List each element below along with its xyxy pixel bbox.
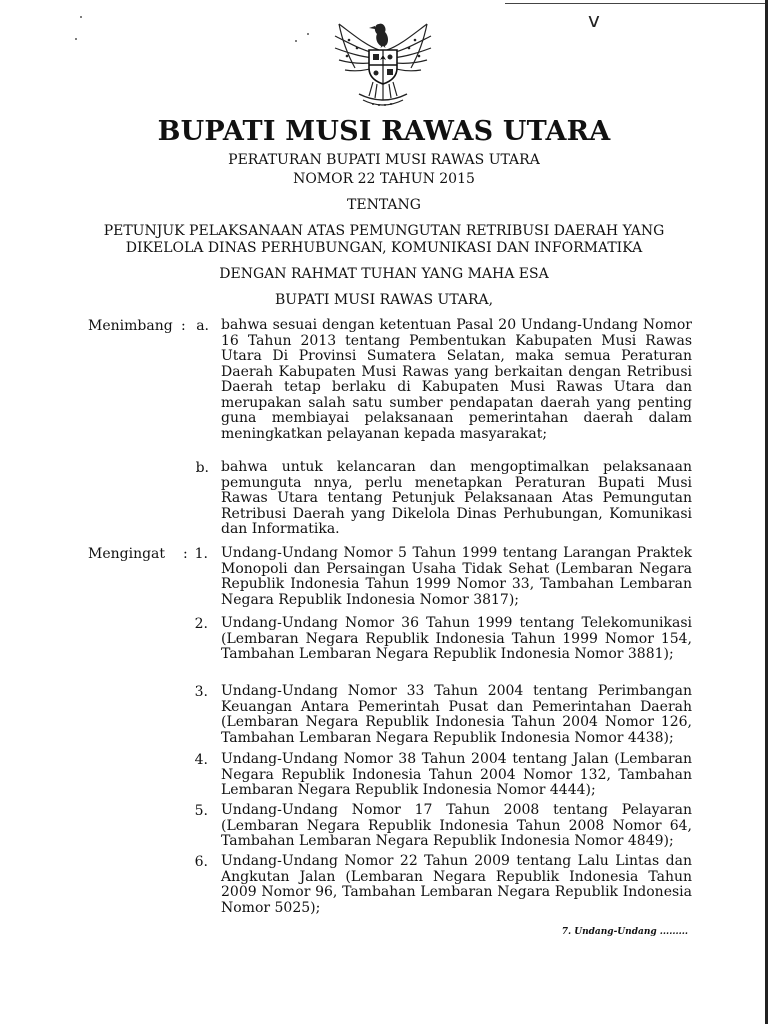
mengingat-marker-2: 2. (194, 616, 208, 632)
scan-speck (80, 16, 82, 18)
mengingat-item-5: Undang-Undang Nomor 17 Tahun 2008 tentang Pelayaran (Lembaran Negara Republik Indonesia Tahun 2008 Nomor 64, Tambahan Lembaran Negara Republik Indonesia Nomor 4849); (221, 802, 692, 849)
menimbang-item-a: bahwa sesuai dengan ketentuan Pasal 20 Undang-Undang Nomor 16 Tahun 2013 tentang Pembentukan Kabupaten Musi Rawas Utara Di Provinsi Sumatera Selatan, maka semua Peraturan Daerah Kabupaten Musi Rawas yang berkaitan dengan Retribusi Daerah tetap berlaku di Kabupaten Musi Rawas Utara dan merupakan salah satu sumber pendapatan daerah yang penting guna membiayai pelaksanaan pemerintahan daerah dalam meningkatkan pelayanan kepada masyarakat; (221, 317, 692, 442)
scan-top-border (505, 3, 768, 4)
menimbang-marker-a: a. (196, 318, 209, 334)
mengingat-item-2: Undang-Undang Nomor 36 Tahun 1999 tentang Telekomunikasi (Lembaran Negara Republik Indonesia Tahun 1999 Nomor 154, Tambahan Lembaran Negara Republik Indonesia Nomor 3881); (221, 615, 692, 662)
subject-line-1: PETUNJUK PELAKSANAAN ATAS PEMUNGUTAN RETRIBUSI DAERAH YANG (103, 223, 665, 239)
scan-speck (75, 38, 77, 40)
mengingat-item-4: Undang-Undang Nomor 38 Tahun 2004 tentang Jalan (Lembaran Negara Republik Indonesia Tahun 2004 Nomor 132, Tambahan Lembaran Negara Republik Indonesia Nomor 4444); (221, 751, 692, 798)
mengingat-marker-5: 5. (194, 803, 208, 819)
handwritten-check-mark: v (588, 8, 600, 32)
menimbang-marker-b: b. (195, 460, 209, 476)
rahmat-line: DENGAN RAHMAT TUHAN YANG MAHA ESA (219, 266, 549, 282)
mengingat-item-1: Undang-Undang Nomor 5 Tahun 1999 tentang Larangan Praktek Monopoli dan Persaingan Usaha Tidak Sehat (Lembaran Negara Republik Indonesia Tahun 1999 Nomor 33, Tambahan Lembaran Negara Republik Indonesia Nomor 3817); (221, 545, 692, 608)
page-continuation-note: 7. Undang-Undang ......... (561, 927, 688, 937)
mengingat-marker-1: 1. (194, 546, 208, 562)
document-title: BUPATI MUSI RAWAS UTARA (157, 116, 611, 147)
mengingat-marker-6: 6. (194, 854, 208, 870)
subject-line-2: DIKELOLA DINAS PERHUBUNGAN, KOMUNIKASI DAN INFORMATIKA (125, 240, 643, 256)
garuda-emblem-icon (329, 10, 437, 110)
regulation-number: NOMOR 22 TAHUN 2015 (293, 171, 475, 187)
scan-speck (307, 33, 309, 35)
bupati-line: BUPATI MUSI RAWAS UTARA, (275, 292, 494, 308)
tentang-heading: TENTANG (347, 197, 421, 213)
menimbang-item-b: bahwa untuk kelancaran dan mengoptimalkan pelaksanaan pemunguta nnya, perlu menetapkan Peraturan Bupati Musi Rawas Utara tentang Petunjuk Pelaksanaan Atas Pemungutan Retribusi Daerah yang Dikelola Dinas Perhubungan, Komunikasi dan Informatika. (221, 459, 692, 537)
menimbang-separator: : (181, 318, 186, 334)
mengingat-marker-4: 4. (194, 752, 208, 768)
mengingat-separator: : (183, 546, 188, 562)
scan-speck (295, 40, 297, 42)
mengingat-label: Mengingat (88, 546, 166, 562)
regulation-name: PERATURAN BUPATI MUSI RAWAS UTARA (228, 152, 540, 168)
mengingat-marker-3: 3. (194, 684, 208, 700)
mengingat-item-6: Undang-Undang Nomor 22 Tahun 2009 tentang Lalu Lintas dan Angkutan Jalan (Lembaran Negara Republik Indonesia Tahun 2009 Nomor 96, Tambahan Lembaran Negara Republik Indonesia Nomor 5025); (221, 853, 692, 916)
mengingat-item-3: Undang-Undang Nomor 33 Tahun 2004 tentang Perimbangan Keuangan Antara Pemerintah Pusat dan Pemerintahan Daerah (Lembaran Negara Republik Indonesia Tahun 2004 Nomor 126, Tambahan Lembaran Negara Republik Indonesia Nomor 4438); (221, 683, 692, 746)
menimbang-label: Menimbang (88, 318, 173, 334)
